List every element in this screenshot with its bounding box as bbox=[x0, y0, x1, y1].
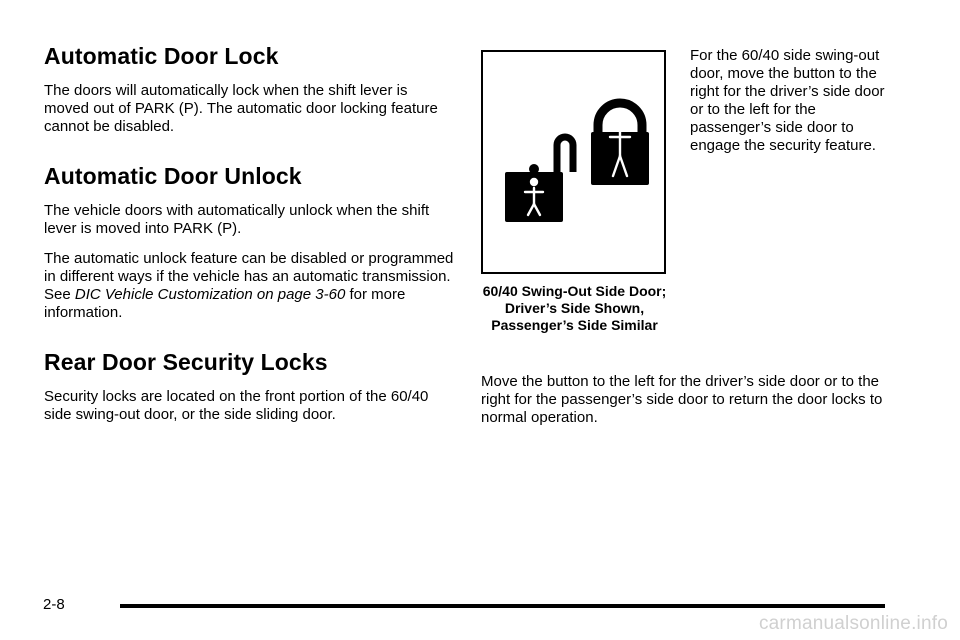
heading-automatic-door-unlock: Automatic Door Unlock bbox=[44, 163, 302, 189]
right-column-bottom bbox=[481, 373, 891, 427]
page-number: 2-8 bbox=[43, 596, 65, 613]
paragraph-engage-security: For the 60/40 side swing-out door, move the button to the right for the driver’s side door or to the left for the passenger’s side door to engage the security feature. bbox=[690, 47, 885, 154]
unlock-text-post: for more information. bbox=[44, 286, 406, 321]
paragraph-door-lock: The doors will automatically lock when the shift lever is moved out of PARK (P). The automatic door locking feature cannot be disabled. bbox=[44, 82, 438, 135]
unlock-text-pre: The automatic unlock feature can be disabled or programmed in different ways if the vehicle has an automatic transmission. See bbox=[44, 250, 454, 303]
heading-automatic-door-lock: Automatic Door Lock bbox=[44, 43, 279, 69]
locked-child-lock-icon bbox=[591, 103, 649, 185]
watermark-text: carmanualsonline.info bbox=[758, 613, 948, 634]
unlocked-child-lock-icon bbox=[505, 137, 573, 222]
paragraph-security-locks: Security locks are located on the front portion of the 60/40 side swing-out door, or the side sliding door. bbox=[44, 388, 429, 423]
figure-caption: 60/40 Swing-Out Side Door; Driver’s Side Shown, Passenger’s Side Similar bbox=[482, 283, 667, 333]
paragraph-door-unlock-2 bbox=[44, 250, 456, 322]
footer-rule bbox=[120, 604, 885, 608]
paragraph-return-normal: Move the button to the left for the driver’s side door or to the right for the passenger’s side door to return the door locks to normal operation. bbox=[481, 373, 883, 426]
heading-rear-door-security-locks: Rear Door Security Locks bbox=[44, 349, 328, 375]
left-column bbox=[44, 42, 456, 424]
paragraph-door-unlock-1: The vehicle doors with automatically unlock when the shift lever is moved into PARK (P). bbox=[44, 202, 430, 237]
security-lock-figure bbox=[481, 50, 666, 274]
child-lock-illustration bbox=[483, 52, 668, 276]
right-column-top bbox=[690, 47, 890, 155]
cross-reference-link[interactable]: DIC Vehicle Customization on page 3-60 bbox=[74, 286, 346, 303]
